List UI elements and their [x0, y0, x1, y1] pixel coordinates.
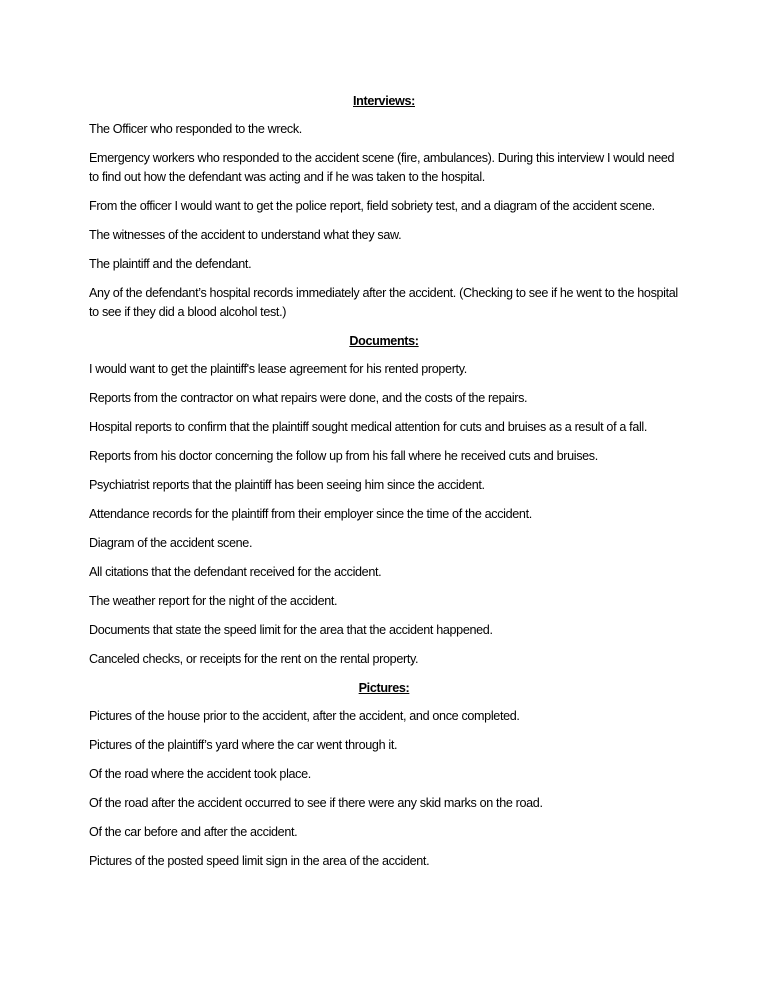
paragraph: Pictures of the posted speed limit sign in the area of the accident.	[89, 854, 430, 868]
paragraph: Canceled checks, or receipts for the rent on the rental property.	[89, 652, 419, 666]
paragraph: From the officer I would want to get the police report, field sobriety test, and a diagram of the accident scene.	[89, 199, 655, 213]
section-heading-interviews: Interviews:	[353, 94, 415, 108]
paragraph: Any of the defendant’s hospital records immediately after the accident. (Checking to see if he went to the hospital to see if they did a blood alcohol test.)	[89, 286, 678, 319]
paragraph: The witnesses of the accident to understand what they saw.	[89, 228, 402, 242]
paragraph: I would want to get the plaintiff's lease agreement for his rented property.	[89, 362, 467, 376]
paragraph: Reports from his doctor concerning the follow up from his fall where he received cuts and bruises.	[89, 449, 598, 463]
paragraph: Of the car before and after the accident.	[89, 825, 298, 839]
section-heading-documents: Documents:	[349, 334, 419, 348]
paragraph: Pictures of the house prior to the accident, after the accident, and once completed.	[89, 709, 520, 723]
paragraph: The weather report for the night of the accident.	[89, 594, 338, 608]
paragraph: Pictures of the plaintiff’s yard where the car went through it.	[89, 738, 398, 752]
paragraph: Documents that state the speed limit for the area that the accident happened.	[89, 623, 493, 637]
paragraph: All citations that the defendant received for the accident.	[89, 565, 382, 579]
paragraph: Psychiatrist reports that the plaintiff has been seeing him since the accident.	[89, 478, 485, 492]
section-heading-pictures: Pictures:	[358, 681, 410, 695]
paragraph: Of the road after the accident occurred to see if there were any skid marks on the road.	[89, 796, 543, 810]
paragraph: Hospital reports to confirm that the plaintiff sought medical attention for cuts and bruises as a result of a fall.	[89, 420, 648, 434]
paragraph: The plaintiff and the defendant.	[89, 257, 252, 271]
paragraph: Emergency workers who responded to the accident scene (fire, ambulances). During this interview I would need to find out how the defendant was acting and if he was taken to the hospital.	[89, 151, 675, 184]
paragraph: Reports from the contractor on what repairs were done, and the costs of the repairs.	[89, 391, 528, 405]
paragraph: Attendance records for the plaintiff from their employer since the time of the accident.	[89, 507, 532, 521]
paragraph: The Officer who responded to the wreck.	[89, 122, 302, 136]
paragraph: Of the road where the accident took place.	[89, 767, 311, 781]
document-page	[89, 92, 679, 881]
paragraph: Diagram of the accident scene.	[89, 536, 253, 550]
